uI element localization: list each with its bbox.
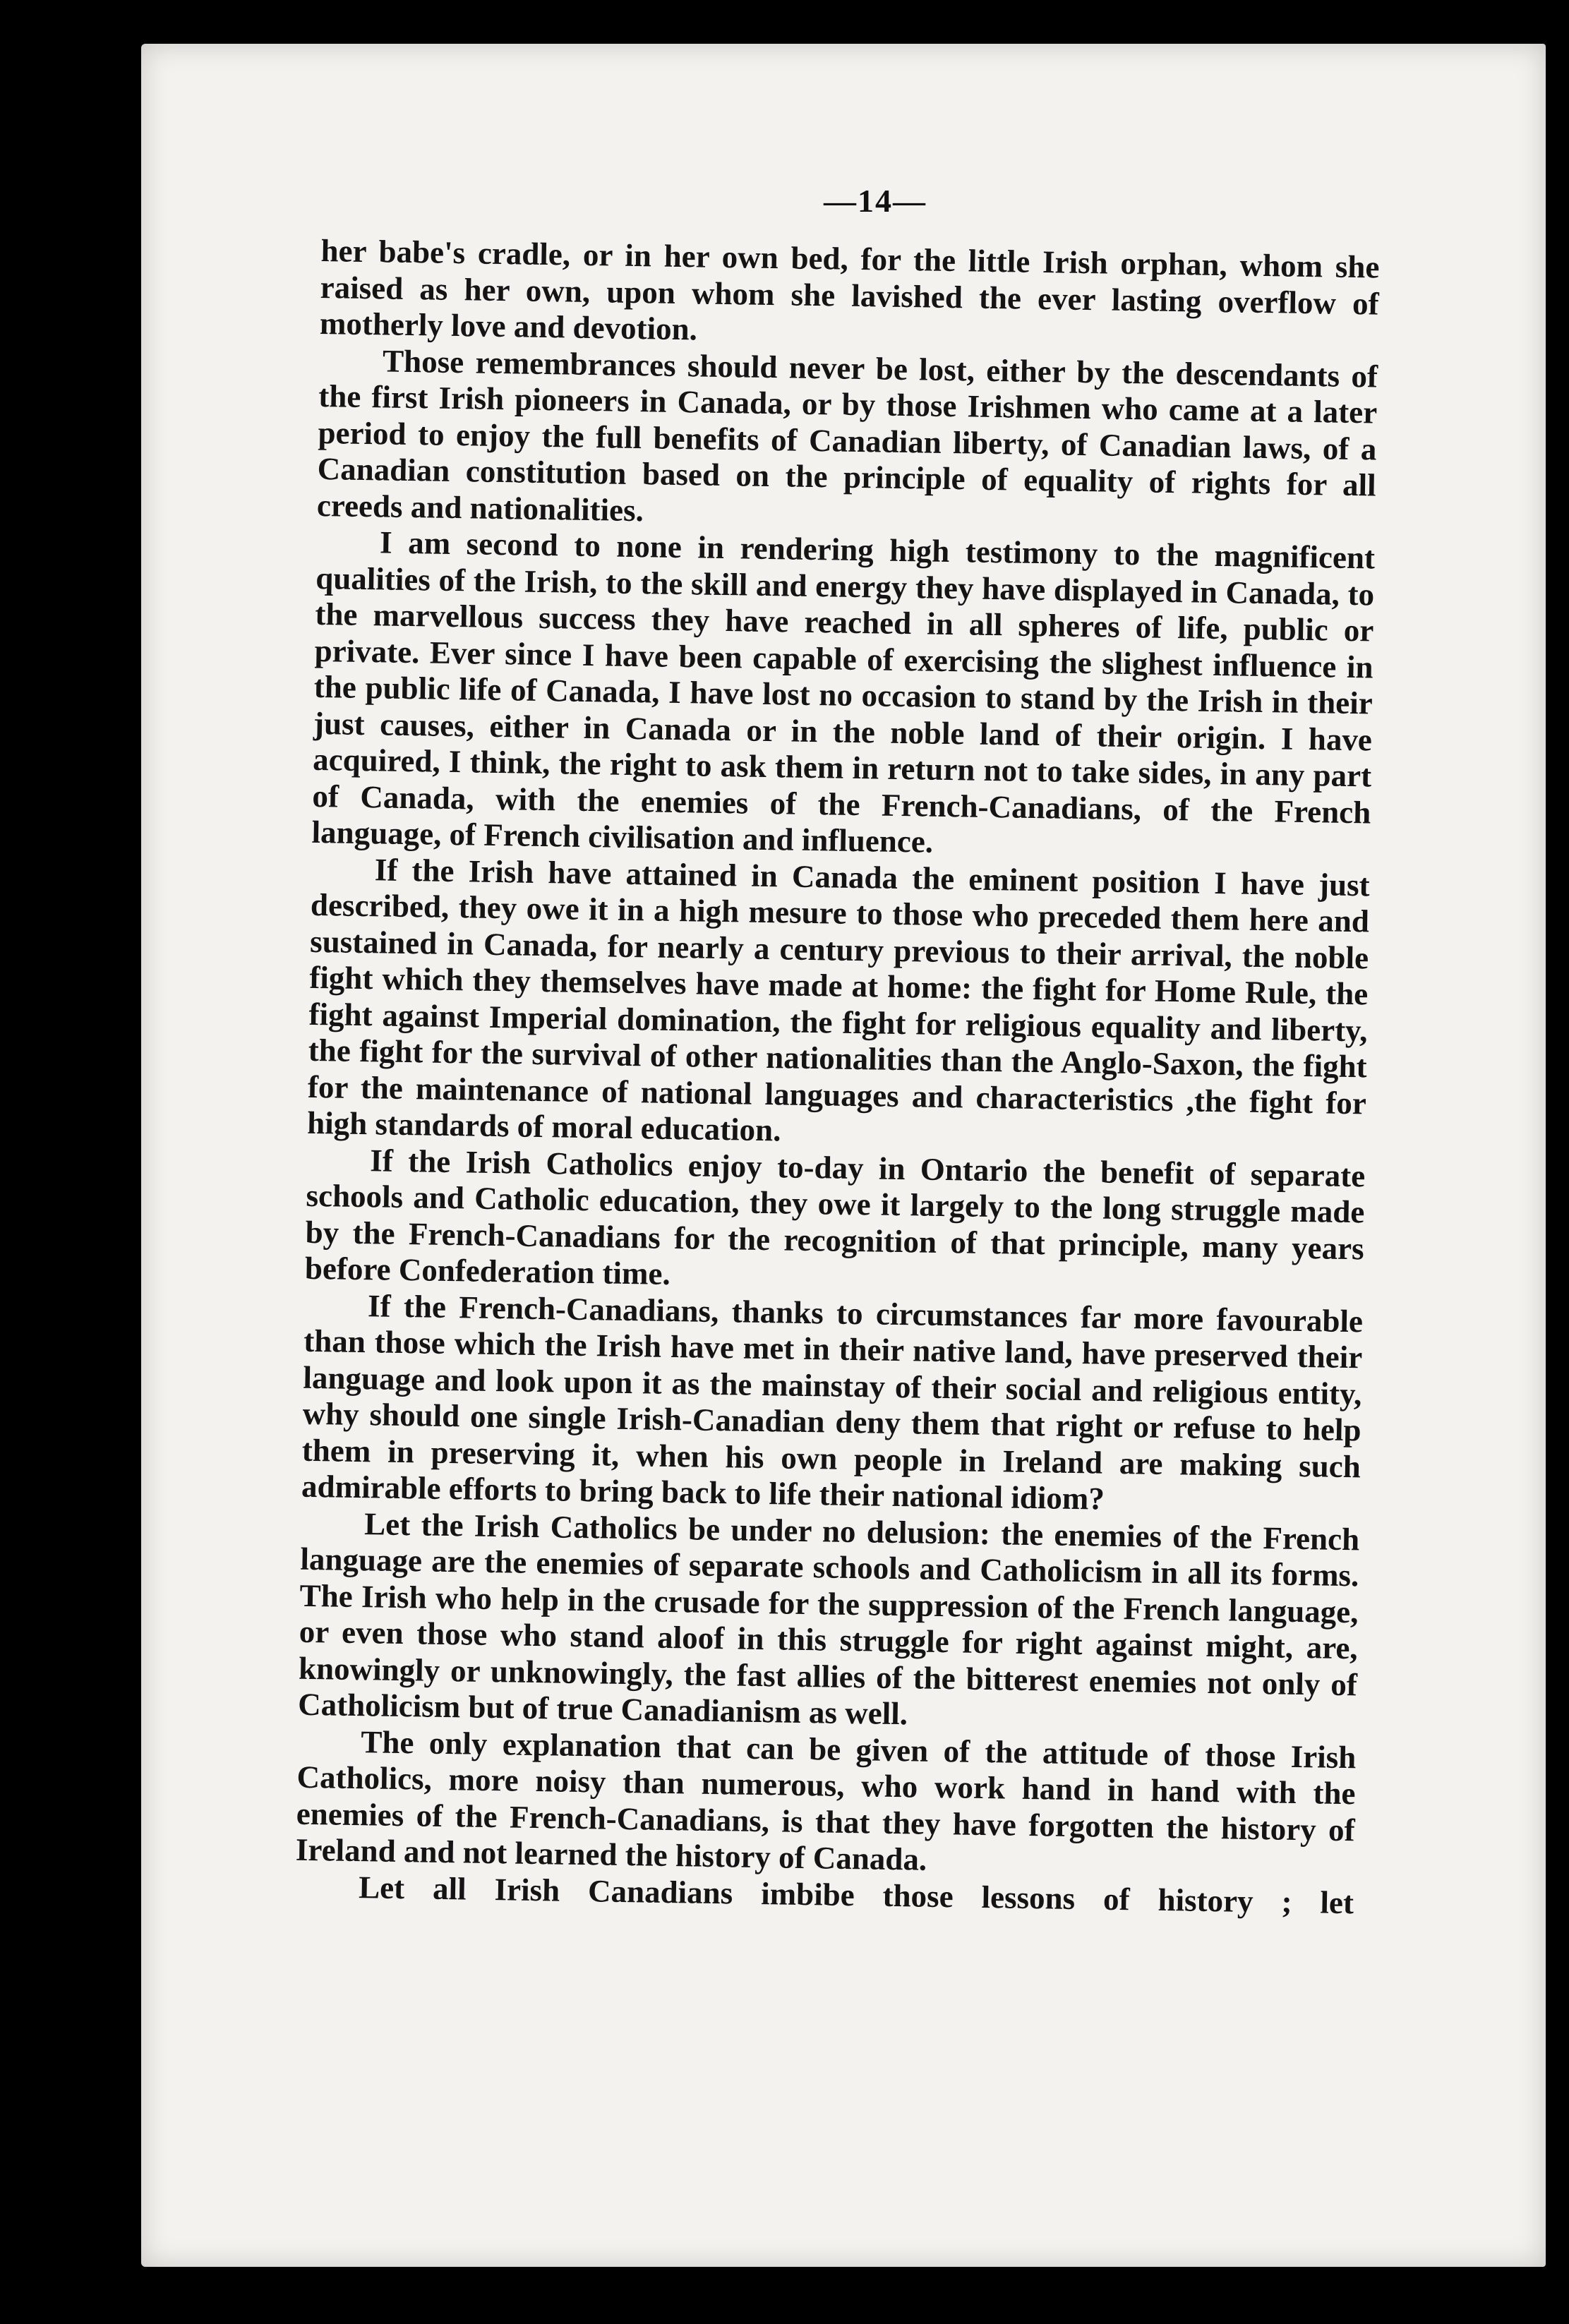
paragraph: Let all Irish Canadians imbibe those lessons of history ; let bbox=[358, 1869, 1354, 1920]
body-text bbox=[295, 233, 1380, 1921]
paragraph: her babe's cradle, or in her own bed, for the little Irish orphan, whom she raised as her own, upon whom she lavished the ever lasting overflow of motherly love and devotion. bbox=[319, 233, 1380, 347]
paragraph: Let the Irish Catholics be under no delusion: the enemies of the French language are the enemies of separate schools and Catholicism in all its forms. The Irish who help in the crusade for the suppression of the French language, or even those who stand aloof in this struggle for right against might, are, knowingly or unknowingly, the fast allies of the bitterest enemies not only of Catholicism but of true Canadianism as well. bbox=[297, 1505, 1360, 1732]
paragraph: The only explanation that can be given of the attitude of those Irish Catholics, more noisy than numerous, who work hand in hand with the enemies of the French-Canadians, is that they have forgotten the history of Ireland and not learned the history of Canada. bbox=[295, 1723, 1357, 1877]
paragraph: Those remembrances should never be lost, either by the descendants of the first Irish pioneers in Canada, or by those Irishmen who came at a later period to enjoy the full benefits of Canadian liberty, of Canadian laws, of a Canadian constitution based on the principle of equality of rights for all creeds and nationalities. bbox=[316, 342, 1378, 528]
paragraph: If the Irish Catholics enjoy to-day in Ontario the benefit of separate schools and Catholic education, they owe it largely to the long struggle made by the French-Canadians for the recognition of that principle, many years before Confederation time. bbox=[304, 1142, 1366, 1292]
page-number: —14— bbox=[824, 183, 927, 219]
paragraph: I am second to none in rendering high testimony to the magnificent qualities of the Irish, to the skill and energy they have displayed in Canada, to the marvellous success they have reached in all spheres of life, public or private. Ever since I have been capable of exercising the slighest influence in the public life of Canada, I have lost no occasion to stand by the Irish in their just causes, either in Canada or in the noble land of their origin. I have acquired, I think, the right to ask them in return not to take sides, in any part of Canada, with the enemies of the French-Canadians, of the French language, of French civilisation and influence. bbox=[311, 524, 1376, 860]
paragraph: If the French-Canadians, thanks to circumstances far more favourable than those which the Irish have met in their native land, have preserved their language and look upon it as the mainstay of their social and religious entity, why should one single Irish-Canadian deny them that right or refuse to help them in preserving it, when his own people in Ireland are making such admirable efforts to bring back to life their national idiom? bbox=[301, 1287, 1364, 1517]
paragraph: If the Irish have attained in Canada the eminent position I have just described, they owe it in a high mesure to those who preceded them here and sustained in Canada, for nearly a century previous to their arrival, the noble fight which they themselves have made at home: the fight for Home Rule, the fight against Imperial domination, the fight for religious equality and liberty, the fight for the survival of other nationalities than the Anglo-Saxon, the fight for the maintenance of national languages and characteristics ,the fight for high standards of moral education. bbox=[306, 851, 1371, 1148]
